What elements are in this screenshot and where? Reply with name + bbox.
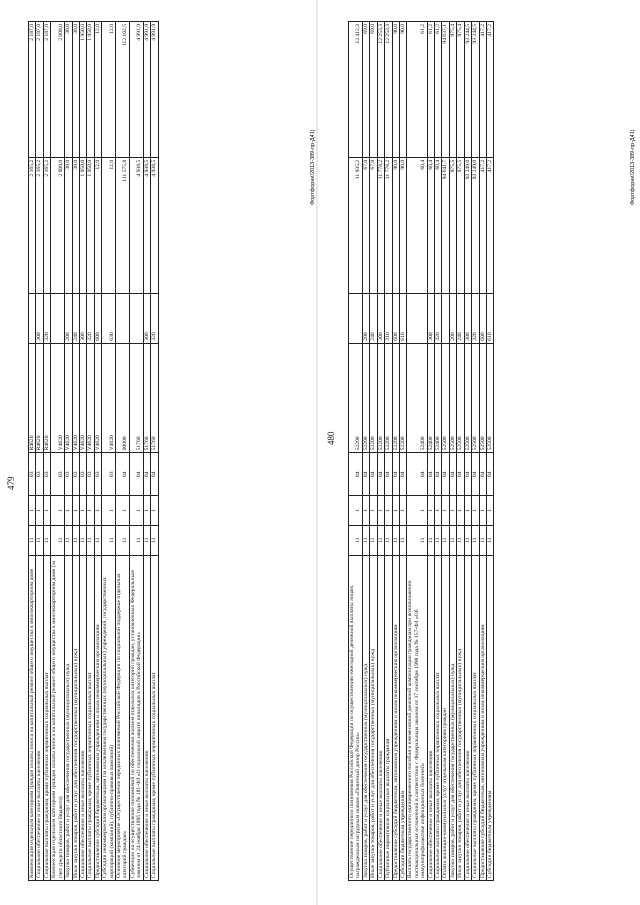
cell-sec: 03 xyxy=(102,453,116,496)
cell-art: 52400 xyxy=(427,343,434,453)
cell-art: 51760 xyxy=(151,343,158,453)
cell-c2: 1 xyxy=(407,496,427,526)
cell-c1: 11 xyxy=(72,525,79,555)
cell-name: Социальное обеспечение и иные выплаты населению xyxy=(79,555,86,880)
cell-v2: 4 991,9 xyxy=(143,22,150,158)
cell-vr: 200 xyxy=(449,293,456,343)
cell-name: Субсидии некоммерческим организациям (за исключением государственных (муниципальных) учреждений, государственных корпораций (компаний), публично-правовых компаний) xyxy=(102,555,116,880)
cell-vr xyxy=(29,293,36,343)
cell-c1: 11 xyxy=(116,525,130,555)
cell-sec: 04 xyxy=(377,453,384,496)
cell-name: Социальные выплаты гражданам, кроме публичных нормативных социальных выплат xyxy=(472,555,479,880)
table-row xyxy=(36,22,43,881)
cell-sec: 04 xyxy=(143,453,150,496)
table-row xyxy=(479,22,486,881)
cell-v1: 93 249,0 xyxy=(472,157,479,293)
cell-vr: 600 xyxy=(392,293,399,343)
cell-v1: 67,0 xyxy=(362,157,369,293)
cell-name: Выплата государственного единовременного пособия и ежемесячной денежной компенсации гражданам при возникновении поствакцинальных осложнений в соответствии с Федеральным законом от 17 сентября 1998 года № 157-ФЗ «Об иммунопрофилактике инфекционных болезней» xyxy=(407,555,427,880)
cell-vr: 610 xyxy=(399,293,406,343)
cell-v1: 4 938,5 xyxy=(143,157,150,293)
cell-v2: 12 253,3 xyxy=(385,22,392,158)
table-row xyxy=(377,22,384,881)
cell-vr xyxy=(116,293,130,343)
cell-sec: 04 xyxy=(464,453,471,496)
cell-name: Социальные выплаты гражданам, кроме публичных нормативных социальных выплат xyxy=(87,555,94,880)
cell-art: V4620 xyxy=(87,343,94,453)
cell-c1: 11 xyxy=(29,525,36,555)
cell-c1: 11 xyxy=(457,525,464,555)
cell-art: R4620 xyxy=(29,343,36,453)
cell-name: Социальное обеспечение и иные выплаты населению xyxy=(427,555,434,880)
cell-c1: 11 xyxy=(392,525,399,555)
table-row xyxy=(102,22,116,881)
table-row xyxy=(399,22,406,881)
cell-name: Закупка товаров, работ и услуг для обеспечения государственных (муниципальных) нужд xyxy=(449,555,456,880)
cell-vr: 320 xyxy=(151,293,158,343)
table-row xyxy=(143,22,150,881)
cell-sec: 03 xyxy=(72,453,79,496)
cell-art: 52200 xyxy=(377,343,384,453)
cell-sec: 04 xyxy=(407,453,427,496)
cell-v1: 4 938,5 xyxy=(151,157,158,293)
cell-name: Осуществление переданного полномочия Российской Федерации по осуществлению ежегодной денежной выплаты лицам, награжденным нагрудным знаком «Почетный донор России» xyxy=(349,555,363,880)
cell-c2: 1 xyxy=(65,496,72,526)
cell-art: 52200 xyxy=(362,343,369,453)
cell-c1: 11 xyxy=(487,525,494,555)
cell-c2: 1 xyxy=(435,496,442,526)
cell-sec: 03 xyxy=(51,453,65,496)
cell-sec: 04 xyxy=(116,453,130,496)
cell-vr xyxy=(442,293,449,343)
cell-name: Социальные выплаты гражданам, кроме публичных нормативных социальных выплат xyxy=(43,555,50,880)
cell-name: Иные закупки товаров, работ и услуг для обеспечения государственных (муниципальных) нужд xyxy=(457,555,464,880)
cell-name: Иные закупки товаров, работ и услуг для обеспечения государственных (муниципальных) нужд xyxy=(370,555,377,880)
cell-c1: 11 xyxy=(87,525,94,555)
cell-v2: 2 187,0 xyxy=(29,22,36,158)
cell-sec: 04 xyxy=(129,453,143,496)
cell-v1: 67,0 xyxy=(370,157,377,293)
table-row xyxy=(65,22,72,881)
cell-name: Оплата жилищно-коммунальных услуг отдельным категориям граждан xyxy=(442,555,449,880)
cell-v2: 975,4 xyxy=(457,22,464,158)
table-row xyxy=(407,22,427,881)
cell-c1: 11 xyxy=(94,525,101,555)
cell-v2: 417,2 xyxy=(479,22,486,158)
cell-sec: 04 xyxy=(435,453,442,496)
budget-table xyxy=(28,21,159,881)
cell-v1: 1 958,0 xyxy=(79,157,86,293)
cell-v1: 417,2 xyxy=(487,157,494,293)
cell-c1: 11 xyxy=(407,525,427,555)
cell-sec: 04 xyxy=(349,453,363,496)
cell-name: Основное мероприятие «Осуществление переданных полномочий Российской Федерации по социальной поддержке отдельных категорий граждан» xyxy=(116,555,130,880)
cell-vr: 320 xyxy=(472,293,479,343)
cell-art: 52500 xyxy=(479,343,486,453)
cell-v2: 12 412,3 xyxy=(349,22,363,158)
budget-table xyxy=(348,21,494,881)
cell-v1: 417,2 xyxy=(479,157,486,293)
cell-c2: 1 xyxy=(362,496,369,526)
cell-sec: 04 xyxy=(399,453,406,496)
cell-v1: 60,4 xyxy=(427,157,434,293)
cell-c2: 1 xyxy=(487,496,494,526)
cell-vr: 600 xyxy=(479,293,486,343)
page-number: 480 xyxy=(326,431,336,445)
cell-c1: 11 xyxy=(399,525,406,555)
cell-v2: 12,0 xyxy=(94,22,101,158)
cell-v1: 94 641,7 xyxy=(442,157,449,293)
cell-c2: 1 xyxy=(151,496,158,526)
table-row xyxy=(79,22,86,881)
cell-v2: 12 253,3 xyxy=(377,22,384,158)
cell-vr: 320 xyxy=(435,293,442,343)
cell-c1: 11 xyxy=(377,525,384,555)
cell-v1: 60,4 xyxy=(435,157,442,293)
cell-name: Социальное обеспечение и иные выплаты населению xyxy=(464,555,471,880)
cell-c2: 1 xyxy=(79,496,86,526)
table-row xyxy=(487,22,494,881)
cell-art: 51760 xyxy=(129,343,143,453)
cell-name: Закупка товаров, работ и услуг для обеспечения государственных (муниципальных) нужд xyxy=(362,555,369,880)
cell-art: 52500 xyxy=(449,343,456,453)
cell-art: V4620 xyxy=(102,343,116,453)
cell-v1: 11 778,2 xyxy=(385,157,392,293)
cell-art: R4620 xyxy=(43,343,50,453)
cell-v2: 93 244,5 xyxy=(472,22,479,158)
cell-art: 52500 xyxy=(487,343,494,453)
table-row xyxy=(349,22,363,881)
cell-vr: 610 xyxy=(487,293,494,343)
cell-sec: 03 xyxy=(43,453,50,496)
cell-art: V4620 xyxy=(65,343,72,453)
cell-c2: 1 xyxy=(143,496,150,526)
cell-name: Субвенции на осуществление полномочий по обеспечению жильем отдельных категорий граждан, установленных Федеральным законом от 24 ноября 1995 года № 181-ФЗ «О социальной защите инвалидов в Российской Федерации» xyxy=(129,555,143,880)
page-footer: Фортфорни/2013-389-пр-Д41) xyxy=(630,129,636,205)
cell-v2: 94 637,1 xyxy=(442,22,449,158)
cell-vr: 600 xyxy=(94,293,101,343)
cell-c2: 1 xyxy=(116,496,130,526)
cell-art: 00000 xyxy=(116,343,130,453)
cell-art: 52200 xyxy=(370,343,377,453)
cell-c2: 1 xyxy=(464,496,471,526)
table-row xyxy=(94,22,101,881)
cell-vr: 240 xyxy=(370,293,377,343)
cell-art: 52200 xyxy=(385,343,392,453)
cell-c2: 1 xyxy=(479,496,486,526)
cell-vr xyxy=(129,293,143,343)
page-footer: Фортфорни/2013-389-пр-Д41) xyxy=(310,129,316,205)
cell-vr: 200 xyxy=(65,293,72,343)
cell-c2: 1 xyxy=(427,496,434,526)
cell-c2: 1 xyxy=(370,496,377,526)
cell-c2: 1 xyxy=(43,496,50,526)
cell-name: Социальное обеспечение и иные выплаты населению xyxy=(377,555,384,880)
cell-c2: 1 xyxy=(349,496,363,526)
cell-vr: 240 xyxy=(457,293,464,343)
cell-c2: 1 xyxy=(102,496,116,526)
cell-sec: 04 xyxy=(442,453,449,496)
cell-c1: 11 xyxy=(479,525,486,555)
cell-c2: 1 xyxy=(472,496,479,526)
cell-v2: 69,0 xyxy=(362,22,369,158)
cell-c2: 1 xyxy=(129,496,143,526)
cell-c2: 1 xyxy=(94,496,101,526)
table-row xyxy=(87,22,94,881)
cell-v2: 61,2 xyxy=(407,22,427,158)
cell-v1: 38,0 xyxy=(65,157,72,293)
cell-name: Компенсация отдельным категориям граждан оплаты взноса на капитальный ремонт общего имущества в многоквартирном доме xyxy=(29,555,36,880)
table-row xyxy=(370,22,377,881)
cell-sec: 04 xyxy=(151,453,158,496)
cell-v2: 975,4 xyxy=(449,22,456,158)
cell-name: Предоставление субсидий бюджетным, автономным учреждениям и иным некоммерческим организациям xyxy=(392,555,399,880)
table-row xyxy=(472,22,479,881)
cell-v1: 975,5 xyxy=(449,157,456,293)
cell-vr xyxy=(407,293,427,343)
table-row xyxy=(464,22,471,881)
cell-c1: 11 xyxy=(65,525,72,555)
table-row xyxy=(116,22,130,881)
cell-v2: 61,2 xyxy=(427,22,434,158)
page-number: 479 xyxy=(6,476,16,490)
cell-v2: 90,0 xyxy=(392,22,399,158)
cell-name: Социальные выплаты гражданам, кроме публичных нормативных социальных выплат xyxy=(151,555,158,880)
right-page xyxy=(320,0,640,905)
cell-art: V4620 xyxy=(51,343,65,453)
cell-c2: 1 xyxy=(385,496,392,526)
cell-art: 52400 xyxy=(435,343,442,453)
cell-v2: 2 187,0 xyxy=(36,22,43,158)
cell-art: 52200 xyxy=(392,343,399,453)
cell-c2: 1 xyxy=(392,496,399,526)
cell-name: Компенсация отдельным категориям граждан оплаты взноса на капитальный ремонт общего имущества в многоквартирном доме (за счет средств областного бюджета) xyxy=(51,555,65,880)
cell-sec: 03 xyxy=(65,453,72,496)
cell-c1: 11 xyxy=(151,525,158,555)
cell-v2: 12,0 xyxy=(102,22,116,158)
cell-sec: 03 xyxy=(87,453,94,496)
cell-v1: 60,4 xyxy=(407,157,427,293)
cell-sec: 04 xyxy=(449,453,456,496)
cell-art: 52200 xyxy=(349,343,363,453)
cell-c1: 11 xyxy=(442,525,449,555)
cell-vr: 320 xyxy=(43,293,50,343)
cell-c1: 11 xyxy=(36,525,43,555)
cell-sec: 04 xyxy=(472,453,479,496)
cell-name: Социальное обеспечение и иные выплаты населению xyxy=(36,555,43,880)
cell-c2: 1 xyxy=(442,496,449,526)
cell-v1: 12,0 xyxy=(94,157,101,293)
cell-v1: 11 778,2 xyxy=(377,157,384,293)
table-row xyxy=(392,22,399,881)
cell-sec: 03 xyxy=(94,453,101,496)
cell-c1: 11 xyxy=(362,525,369,555)
table-row xyxy=(362,22,369,881)
cell-vr: 200 xyxy=(362,293,369,343)
table-row xyxy=(72,22,79,881)
cell-name: Предоставление субсидий бюджетным, автономным учреждениям и иным некоммерческим организациям xyxy=(479,555,486,880)
cell-v2: 112 102,5 xyxy=(116,22,130,158)
cell-v2: 93 244,5 xyxy=(464,22,471,158)
cell-vr: 300 xyxy=(79,293,86,343)
cell-v1: 38,0 xyxy=(72,157,79,293)
cell-v1: 2 165,2 xyxy=(29,157,36,293)
cell-name: Социальные выплаты гражданам, кроме публичных нормативных социальных выплат xyxy=(435,555,442,880)
cell-v1: 2 165,2 xyxy=(43,157,50,293)
cell-name: Субсидии бюджетным учреждениям xyxy=(487,555,494,880)
cell-vr: 240 xyxy=(72,293,79,343)
cell-c2: 1 xyxy=(377,496,384,526)
table-row xyxy=(151,22,158,881)
cell-c2: 1 xyxy=(72,496,79,526)
cell-c2: 1 xyxy=(399,496,406,526)
table-row xyxy=(457,22,464,881)
table-row xyxy=(129,22,143,881)
cell-v2: 2 187,0 xyxy=(43,22,50,158)
cell-art: 52500 xyxy=(442,343,449,453)
cell-v1: 111 575,8 xyxy=(116,157,130,293)
cell-v2: 417,2 xyxy=(487,22,494,158)
cell-v1: 90,0 xyxy=(392,157,399,293)
cell-v1: 975,5 xyxy=(457,157,464,293)
cell-v2: 4 991,9 xyxy=(129,22,143,158)
cell-name: Публичные нормативные социальные выплаты гражданам xyxy=(385,555,392,880)
cell-c2: 1 xyxy=(87,496,94,526)
cell-c2: 1 xyxy=(449,496,456,526)
cell-sec: 04 xyxy=(487,453,494,496)
cell-vr: 310 xyxy=(385,293,392,343)
cell-c1: 11 xyxy=(464,525,471,555)
cell-c1: 11 xyxy=(79,525,86,555)
table-row xyxy=(442,22,449,881)
cell-art: 52400 xyxy=(407,343,427,453)
cell-c1: 11 xyxy=(385,525,392,555)
cell-sec: 04 xyxy=(479,453,486,496)
cell-c1: 11 xyxy=(129,525,143,555)
cell-vr: 630 xyxy=(102,293,116,343)
cell-c1: 11 xyxy=(51,525,65,555)
cell-sec: 03 xyxy=(29,453,36,496)
cell-v2: 38,0 xyxy=(72,22,79,158)
cell-v2: 2 008,0 xyxy=(51,22,65,158)
cell-vr: 300 xyxy=(377,293,384,343)
cell-v1: 2 008,0 xyxy=(51,157,65,293)
cell-c2: 1 xyxy=(51,496,65,526)
table-row xyxy=(43,22,50,881)
cell-art: 52500 xyxy=(457,343,464,453)
cell-art: R4620 xyxy=(36,343,43,453)
cell-c2: 1 xyxy=(36,496,43,526)
cell-c1: 11 xyxy=(143,525,150,555)
cell-sec: 03 xyxy=(36,453,43,496)
cell-art: 51760 xyxy=(143,343,150,453)
cell-name: Иные закупки товаров, работ и услуг для обеспечения государственных (муниципальных) нужд xyxy=(72,555,79,880)
cell-c1: 11 xyxy=(449,525,456,555)
cell-sec: 04 xyxy=(362,453,369,496)
cell-sec: 04 xyxy=(370,453,377,496)
cell-c1: 11 xyxy=(102,525,116,555)
table-row xyxy=(51,22,65,881)
cell-v1: 12,0 xyxy=(102,157,116,293)
table-row xyxy=(29,22,36,881)
cell-sec: 04 xyxy=(385,453,392,496)
table-row xyxy=(427,22,434,881)
cell-c1: 11 xyxy=(43,525,50,555)
cell-c1: 11 xyxy=(427,525,434,555)
cell-art: V4620 xyxy=(94,343,101,453)
cell-art: 52500 xyxy=(472,343,479,453)
cell-v1: 4 938,5 xyxy=(129,157,143,293)
cell-sec: 03 xyxy=(79,453,86,496)
cell-v2: 4 991,9 xyxy=(151,22,158,158)
table-row xyxy=(435,22,442,881)
cell-v2: 61,2 xyxy=(435,22,442,158)
cell-sec: 04 xyxy=(457,453,464,496)
cell-c2: 1 xyxy=(29,496,36,526)
cell-v1: 2 165,2 xyxy=(36,157,43,293)
cell-v1: 93 249,0 xyxy=(464,157,471,293)
cell-v2: 69,0 xyxy=(370,22,377,158)
cell-vr: 300 xyxy=(427,293,434,343)
table-row xyxy=(449,22,456,881)
cell-vr: 320 xyxy=(87,293,94,343)
cell-c1: 11 xyxy=(370,525,377,555)
table-row xyxy=(385,22,392,881)
cell-name: Социальное обеспечение и иные выплаты населению xyxy=(143,555,150,880)
cell-c1: 11 xyxy=(349,525,363,555)
cell-vr xyxy=(51,293,65,343)
cell-art: V4620 xyxy=(72,343,79,453)
cell-v2: 1 958,0 xyxy=(87,22,94,158)
cell-c1: 11 xyxy=(435,525,442,555)
cell-vr xyxy=(349,293,363,343)
cell-art: V4620 xyxy=(79,343,86,453)
cell-name: Закупка товаров, работ и услуг для обеспечения государственных (муниципальных) нужд xyxy=(65,555,72,880)
cell-c2: 1 xyxy=(457,496,464,526)
cell-name: Субсидии бюджетным учреждениям xyxy=(399,555,406,880)
cell-name: Предоставление субсидий бюджетным, автономным учреждениям и иным некоммерческим организациям xyxy=(94,555,101,880)
cell-v1: 11 935,2 xyxy=(349,157,363,293)
cell-v1: 90,0 xyxy=(399,157,406,293)
cell-vr: 300 xyxy=(36,293,43,343)
cell-vr: 300 xyxy=(464,293,471,343)
cell-art: 52500 xyxy=(464,343,471,453)
cell-c1: 11 xyxy=(472,525,479,555)
cell-v2: 38,0 xyxy=(65,22,72,158)
cell-v2: 1 958,0 xyxy=(79,22,86,158)
cell-sec: 04 xyxy=(392,453,399,496)
cell-art: 52200 xyxy=(399,343,406,453)
cell-v1: 1 958,0 xyxy=(87,157,94,293)
cell-sec: 04 xyxy=(427,453,434,496)
cell-v2: 90,0 xyxy=(399,22,406,158)
cell-vr: 300 xyxy=(143,293,150,343)
